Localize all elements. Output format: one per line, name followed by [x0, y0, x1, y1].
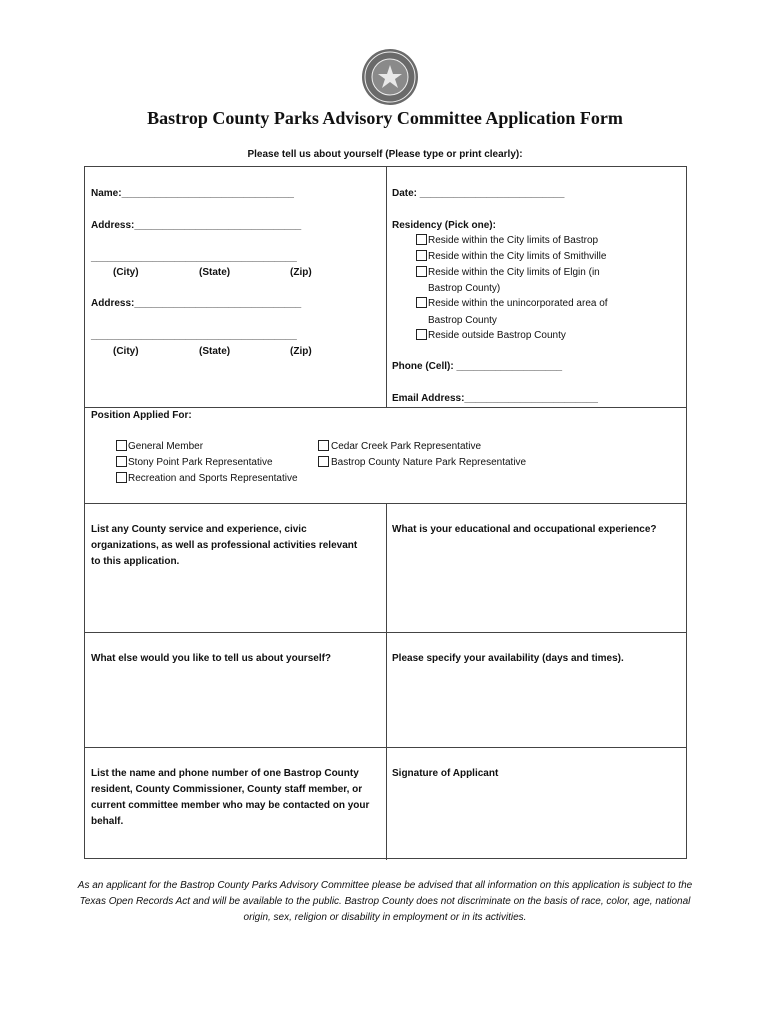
residency-option-cont: Bastrop County) [428, 283, 501, 294]
date-field[interactable]: Date: __________________________ [392, 188, 565, 199]
position-option: Bastrop County Nature Park Representative [331, 457, 527, 468]
residency-option: Reside outside Bastrop County [428, 330, 566, 341]
position-option: Recreation and Sports Representative [128, 473, 298, 484]
state-label: (State) [199, 346, 231, 357]
position-checkbox[interactable] [116, 472, 127, 483]
residency-checkbox[interactable] [416, 266, 427, 277]
position-option: Stony Point Park Representative [128, 457, 273, 468]
signature-label: Signature of Applicant [392, 768, 499, 779]
application-form [84, 166, 687, 859]
page-title: Bastrop County Parks Advisory Committee Application Form [147, 108, 623, 128]
city-label: (City) [113, 267, 139, 278]
question-about-yourself: What else would you like to tell us about yourself? [91, 653, 332, 664]
phone-field[interactable]: Phone (Cell): ___________________ [392, 361, 563, 372]
residency-option: Reside within the unincorporated area of [428, 298, 608, 309]
residency-label: Residency (Pick one): [392, 220, 496, 231]
question-education: What is your educational and occupational experience? [392, 524, 657, 535]
residency-checkbox[interactable] [416, 234, 427, 245]
divider [85, 632, 686, 633]
question-reference: List the name and phone number of one Bastrop County resident, County Commissioner, County staff member, or current committee member who may be contacted on your behalf. [91, 768, 370, 827]
address2-line2-field[interactable]: _____________________________________ [91, 330, 297, 341]
position-label: Position Applied For: [91, 410, 192, 421]
residency-option-cont: Bastrop County [428, 315, 497, 326]
page-subtitle: Please tell us about yourself (Please type or print clearly): [247, 149, 523, 160]
divider [386, 167, 387, 407]
address2-field[interactable]: Address:______________________________ [91, 298, 302, 309]
residency-checkbox[interactable] [416, 297, 427, 308]
position-checkbox[interactable] [318, 440, 329, 451]
footer-notice: As an applicant for the Bastrop County Parks Advisory Committee please be advised that all information on this application is subject to the Texas Open Records Act and will be available to the public. Bastrop County does not discriminate on the basis of race, color, age, national origin, sex, religion or disability in employment or in its activities. [77, 880, 693, 923]
residency-option: Reside within the City limits of Elgin (in [428, 267, 600, 278]
address-field[interactable]: Address:______________________________ [91, 220, 302, 231]
divider [85, 747, 686, 748]
position-checkbox[interactable] [318, 456, 329, 467]
name-field[interactable]: Name:_______________________________ [91, 188, 294, 199]
county-seal-icon [361, 48, 419, 106]
position-option: Cedar Creek Park Representative [331, 441, 482, 452]
residency-option: Reside within the City limits of Bastrop [428, 235, 599, 246]
divider [85, 407, 686, 408]
position-option: General Member [128, 441, 204, 452]
city-label: (City) [113, 346, 139, 357]
divider [386, 503, 387, 860]
state-label: (State) [199, 267, 231, 278]
address-line2-field[interactable]: _____________________________________ [91, 252, 297, 263]
email-field[interactable]: Email Address:________________________ [392, 393, 598, 404]
residency-option: Reside within the City limits of Smithville [428, 251, 607, 262]
position-checkbox[interactable] [116, 456, 127, 467]
zip-label: (Zip) [290, 267, 312, 278]
residency-checkbox[interactable] [416, 329, 427, 340]
position-checkbox[interactable] [116, 440, 127, 451]
residency-checkbox[interactable] [416, 250, 427, 261]
question-availability: Please specify your availability (days and times). [392, 653, 624, 664]
zip-label: (Zip) [290, 346, 312, 357]
question-service-experience: List any County service and experience, civic organizations, as well as professional activities relevant to this application. [91, 524, 358, 567]
